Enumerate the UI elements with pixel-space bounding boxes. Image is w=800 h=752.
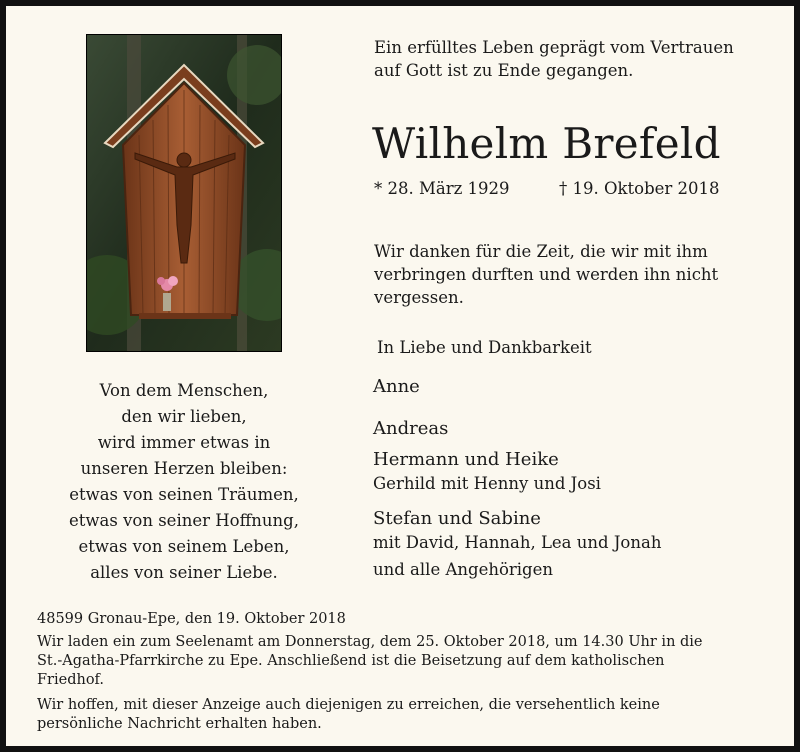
wayside-cross-photo xyxy=(86,34,282,352)
hope-note: Wir hoffen, mit dieser Anzeige auch diejenigen zu erreichen, die versehentlich keine persönliche Nachricht erhalten haben. xyxy=(37,697,660,732)
poem: Von dem Menschen, den wir lieben, wird immer etwas in unseren Herzen bleiben: etwas von seinen Träumen, etwas von seiner Hoffnung, etwas von seinem Leben, alles von seiner Liebe. xyxy=(69,381,299,582)
family-david: mit David, Hannah, Lea und Jonah xyxy=(373,533,662,552)
family-anne: Anne xyxy=(373,376,420,397)
funeral-invitation: Wir laden ein zum Seelenamt am Donnerstag, dem 25. Oktober 2018, um 14.30 Uhr in die St.-Agatha-Pfarrkirche zu Epe. Anschließend ist die Beisetzung auf dem katholischen Friedhof. xyxy=(37,634,703,688)
intro-text: Ein erfülltes Leben geprägt vom Vertrauen auf Gott ist zu Ende gegangen. xyxy=(374,38,734,80)
place-date: 48599 Gronau-Epe, den 19. Oktober 2018 xyxy=(37,611,346,627)
family-hermann: Hermann und Heike xyxy=(373,449,559,470)
family-gerhild: Gerhild mit Henny und Josi xyxy=(373,474,601,493)
death-date: † 19. Oktober 2018 xyxy=(559,179,720,198)
thanks-text: Wir danken für die Zeit, die wir mit ihm verbringen durften und werden ihn nicht vergessen. xyxy=(374,242,719,307)
family-stefan: Stefan und Sabine xyxy=(373,508,541,529)
shrine-illustration xyxy=(87,35,281,351)
birth-date: * 28. März 1929 xyxy=(374,179,510,198)
love-gratitude: In Liebe und Dankbarkeit xyxy=(377,338,592,357)
family-andreas: Andreas xyxy=(373,418,449,439)
family-others: und alle Angehörigen xyxy=(373,560,554,579)
deceased-name: Wilhelm Brefeld xyxy=(372,119,721,168)
